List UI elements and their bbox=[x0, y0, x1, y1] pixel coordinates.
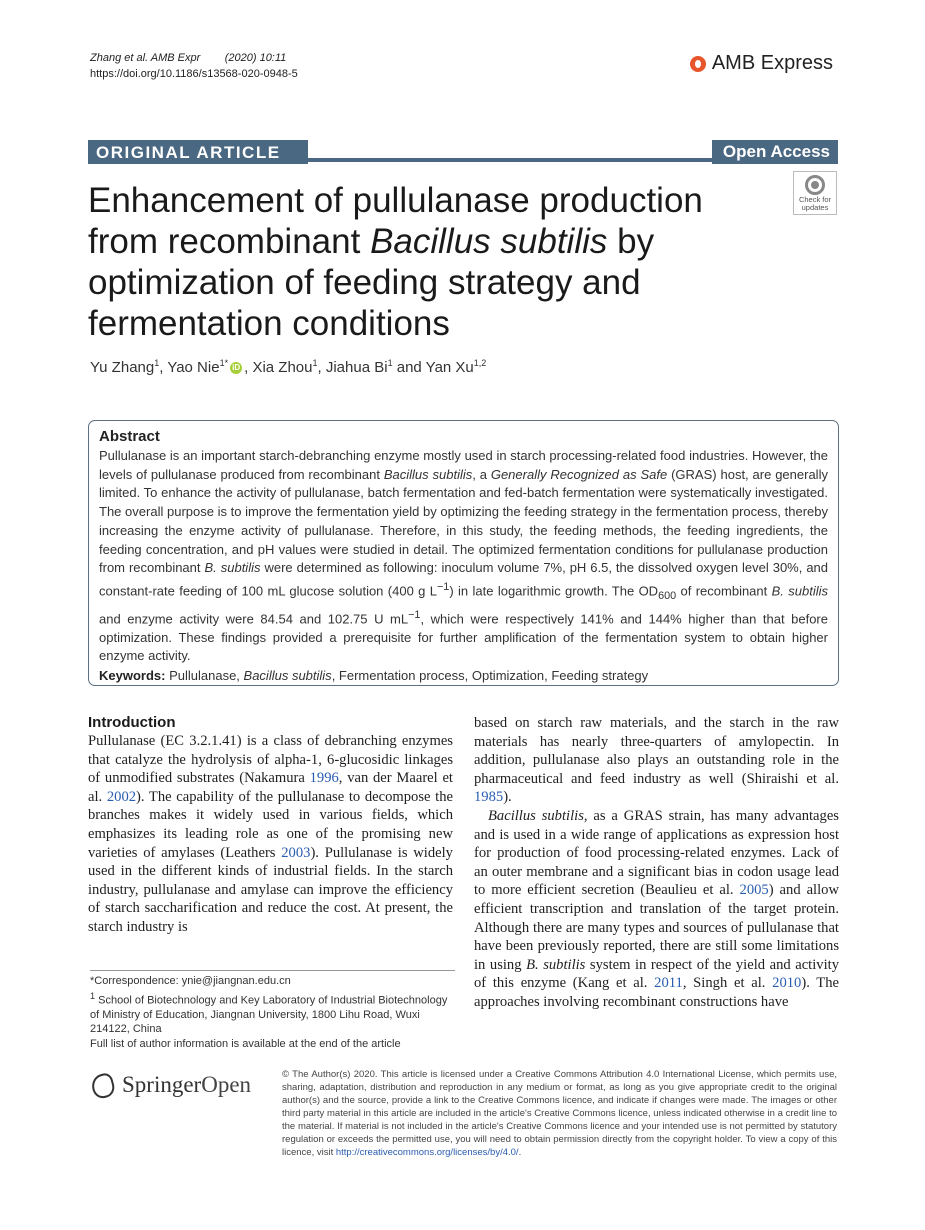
springer-horse-icon bbox=[88, 1072, 116, 1098]
body-column-left bbox=[88, 714, 453, 937]
author-name[interactable]: Jiahua Bi bbox=[325, 359, 388, 376]
license-text: © The Author(s) 2020. This article is licensed under a Creative Commons Attribution 4.0 International License, which permits use, sharing, adaptation, distribution and reproduction in any medium or format, as long as you give appropriate credit to the original author(s) and the source, provide a link to the Creative Commons licence, and indicate if changes were made. The images or other third party material in this article are included in the article's Creative Commons licence, unless indicated otherwise in a credit line to the material. If material is not included in the article's Creative Commons licence and your intended use is not permitted by statutory regulation or exceeds the permitted use, you will need to obtain permission directly from the copyright holder. To view a copy of this licence, visit http://creativecommons.org/licenses/by/4.0/. bbox=[282, 1069, 837, 1158]
check-updates-icon bbox=[805, 175, 825, 195]
author-affiliation: 1,2 bbox=[473, 358, 487, 368]
author-separator: , bbox=[159, 359, 168, 376]
author-and: and bbox=[392, 359, 426, 376]
body-paragraph: Bacillus subtilis, as a GRAS strain, has many advantages and is used in a wide range of applications as expression host for production of food processing-related enzymes. Lack of an outer membrane and a significant bias in codon usage lead to more efficient secretion (Beaulieu et al. 2005) and allow efficient transcription and translation of the target protein. Although there are many types and sources of pullulanase that have been previously reported, there are still some limitations in using B. subtilis system in respect of the yield and activity of this enzyme (Kang et al. 2011, Singh et al. 2010). The approaches involving recombinant constructions have bbox=[474, 807, 839, 1010]
citation-link[interactable]: 2002 bbox=[106, 788, 137, 805]
citation-link[interactable]: 2005 bbox=[739, 882, 769, 899]
author-info-note: Full list of author information is available at the end of the article bbox=[90, 1038, 401, 1051]
doi-link[interactable]: https://doi.org/10.1186/s13568-020-0948-5 bbox=[90, 68, 298, 80]
author-name[interactable]: Yan Xu bbox=[425, 359, 474, 376]
citation-link[interactable]: 2003 bbox=[281, 844, 311, 861]
journal-logo-icon bbox=[690, 56, 706, 72]
title-text-1: Enhancement of pullulanase production from recombinant bbox=[88, 181, 703, 261]
check-for-updates-button[interactable] bbox=[793, 171, 837, 215]
journal-name: AMB Express bbox=[711, 52, 833, 74]
abstract-box bbox=[88, 420, 839, 686]
affiliation: $^1$ School of Biotechnology and Key Laboratory of Industrial Biotechnology of Ministry of Education, Jiangnan University, 1800 Lihu Road, Wuxi 214122, China bbox=[90, 990, 448, 1036]
article-title bbox=[88, 180, 778, 344]
citation-year: (2020) 10:11 bbox=[224, 52, 287, 64]
open-access-badge: Open Access bbox=[712, 140, 838, 164]
citation-link[interactable]: 2010 bbox=[772, 975, 802, 992]
springer-wordmark: SpringerOpen bbox=[122, 1072, 252, 1097]
section-heading-introduction: Introduction bbox=[88, 714, 176, 731]
article-type: ORIGINAL ARTICLE bbox=[88, 140, 308, 164]
correspondence: *Correspondence: ynie@jiangnan.edu.cn bbox=[90, 975, 291, 987]
author-affiliation: 1* bbox=[219, 358, 229, 368]
keywords-label: Keywords: bbox=[99, 667, 166, 683]
author-name[interactable]: Yu Zhang bbox=[90, 359, 155, 376]
license-link[interactable]: http://creativecommons.org/licenses/by/4.0/ bbox=[335, 1147, 519, 1158]
abstract-heading: Abstract bbox=[99, 428, 160, 445]
author-affiliation: 1 bbox=[154, 358, 160, 368]
citation-link[interactable]: 1996 bbox=[309, 770, 339, 787]
springer-open-logo[interactable] bbox=[88, 1072, 251, 1098]
abstract-text: Pullulanase is an important starch-debranching enzyme mostly used in starch processing-related food industries. However, the levels of pullulanase produced from recombinant Bacillus subtilis, a Generally Recognized as Safe (GRAS) host, are generally limited. To enhance the activity of pullulanase, batch fermentation and fed-batch fermentation were systematically investigated. The overall purpose is to improve the fermentation yield by optimizing the feeding strategy in the fermentation process, thereby increasing the enzyme activity of pullulanase. Therefore, in this study, the feeding methods, the feeding ingredients, the feeding concentration, and pH values were studied in detail. The optimized fermentation conditions for pullulanase production from recombinant B. subtilis were determined as following: inoculum volume 7%, pH 6.5, the dissolved oxygen level 30%, and constant-rate feeding of 100 mL glucose solution (400 g $L^{-1}$) in late logarithmic growth. The $OD_{600}$ of recombinant B. subtilis and enzyme activity were 84.54 and 102.75 U $mL^{-1}$, which were respectively 141% and 144% higher than that before optimization. These findings provided a prerequisite for further amplification of the fermentation system to obtain higher enzyme activity. bbox=[99, 448, 829, 664]
citation-link[interactable]: 1985 bbox=[474, 789, 504, 806]
author-name[interactable]: Xia Zhou bbox=[252, 359, 313, 376]
article-banner bbox=[88, 140, 838, 164]
author-list bbox=[90, 358, 486, 376]
footnote bbox=[90, 970, 455, 1052]
author-affiliation: 1 bbox=[387, 358, 393, 368]
citation-authors: Zhang et al. AMB Expr bbox=[90, 52, 201, 64]
check-updates-label: Check for updates bbox=[798, 195, 832, 212]
citation-header bbox=[90, 50, 298, 82]
body-paragraph: Pullulanase (EC 3.2.1.41) is a class of debranching enzymes that catalyze the hydrolysis of alpha-1, 6-glucosidic linkages of unmodified substrates (Nakamura 1996, van der Maarel et al. 2002). The capability of the pullulanase to decompose the branches makes it widely used in various fields, which emphasizes its leading role as one of the promising new varieties of amylases (Leathers 2003). Pullulanase is widely used in the different kinds of industrial fields. In the starch industry, pullulanase and amylase can improve the efficiency of starch saccharification and reduce the cost. At present, the starch industry is bbox=[88, 733, 453, 935]
orcid-icon[interactable]: iD bbox=[232, 363, 241, 373]
author-name[interactable]: Yao Nie bbox=[167, 359, 220, 376]
author-separator: , bbox=[317, 359, 326, 376]
keywords: Keywords: Pullulanase, Bacillus subtilis, Fermentation process, Optimization, Feeding strategy bbox=[99, 667, 649, 683]
title-italic: Bacillus subtilis bbox=[370, 222, 608, 261]
citation-link[interactable]: 2011 bbox=[654, 975, 683, 992]
body-paragraph: based on starch raw materials, and the starch in the raw materials has nearly three-quarters of amylopectin. In addition, pullulanase also plays an outstanding role in the pharmaceutical and feed industry as well (Shiraishi et al. 1985). bbox=[474, 715, 839, 806]
body-column-right bbox=[474, 714, 839, 1012]
title-text-2: by optimization of feeding strategy and fermentation conditions bbox=[88, 222, 655, 343]
author-separator: , bbox=[244, 359, 253, 376]
author-affiliation: 1 bbox=[312, 358, 318, 368]
journal-logo[interactable] bbox=[690, 52, 833, 75]
